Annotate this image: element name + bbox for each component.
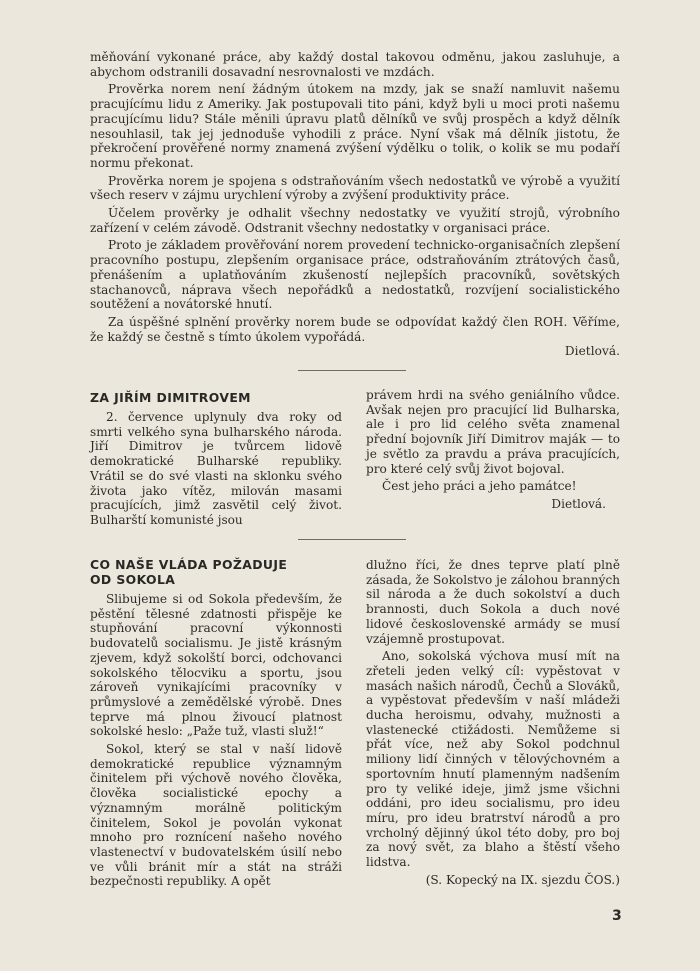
- intro-paragraph: Prověrka norem je spojena s odstraňováním všech nedostatků ve výrobě a využití všech reserv v zájmu urychlení výroby a zvýšení produktivity práce.: [90, 173, 620, 203]
- sokol-right-paragraph: Ano, sokolská výchova musí mít na zřeteli jeden velký cíl: vypěstovat v masách našich národů, Čechů a Slováků, a vypěstovat především v naší mládeži ducha heroismu, odvahy, mužnosti a vlastenecké ctižádosti. Nemůžeme si přát více, než aby Sokol podchnul miliony lidí činných v tělovýchovném a sportovním hnutí plamenným nadšením pro ty veliké ideje, jimž jsme všichni oddáni, pro ideu socialismu, pro ideu míru, pro ideu bratrství národů a pro vrcholný dějinný úkol této doby, pro boj za nový svět, za blaho a štěstí všeho lidstva.: [366, 649, 620, 870]
- dimitrov-right-column: [366, 388, 620, 512]
- section-divider: [298, 370, 406, 371]
- sokol-right-paragraph: dlužno říci, že dnes teprve platí plně zásada, že Sokolstvo je zálohou branných sil národa a že duch sokolství a duch brannosti, duch Sokola a duch nové lidové československé armády se musí vzájemně prostupovat.: [366, 558, 620, 646]
- sokol-heading-line: CO NAŠE VLÁDA POŽADUJE: [90, 557, 288, 572]
- dimitrov-heading: ZA JIŘÍM DIMITROVEM: [90, 390, 251, 405]
- dimitrov-closing: Čest jeho práci a jeho památce!: [382, 479, 577, 494]
- sokol-left-paragraph: Sokol, který se stal v naší lidově demokratické republice významným činitelem při výchově nového člověka, člověka socialistické epochy a významným morálně politickým činitelem, Sokol je povolán vykonat mnoho pro roznícení našeho nového vlastenectví v budovatelském úsilí nebo ve vůli bránit mír a stát na stráži bezpečnosti republiky. A opět: [90, 742, 342, 889]
- intro-article: [90, 50, 620, 359]
- dimitrov-signature: Dietlová.: [551, 496, 606, 511]
- intro-paragraph: měňování vykonané práce, aby každý dostal takovou odměnu, jakou zasluhuje, a abychom odstranili dosavadní nesrovnalosti ve mzdách.: [90, 50, 620, 79]
- sokol-right-column: [366, 558, 620, 887]
- dimitrov-left-text: 2. července uplynuly dva roky od smrti velkého syna bulharského národa. Jiří Dimitrov je tvůrcem lidově demokratické Bulharské republiky. Vrátil se do své vlasti na sklonku svého života jako vítěz, milován masami pracujících, jimž zasvětil celý život. Bulharští komunisté jsou: [90, 410, 342, 527]
- intro-paragraph: Prověrka norem není žádným útokem na mzdy, jak se snaží namluvit našemu pracujícímu lidu z Ameriky. Jak postupovali tito páni, když byli u moci proti našemu pracujícímu lidu? Stále měnili úpravu platů dělníků ve svůj prospěch a když dělník nesouhlasil, tak jej jednoduše vyhodili z práce. Nyní však má dělník jistotu, že překročení prověřené normy znamená zvýšení výdělku o tolik, o kolik se mu podaří normu překonat.: [90, 82, 620, 170]
- section-divider: [298, 539, 406, 540]
- sokol-left-column: [90, 592, 342, 892]
- intro-signature: Dietlová.: [564, 344, 620, 359]
- intro-paragraph: Proto je základem prověřování norem provedení technicko-organisačních zlepšení pracovního postupu, zlepšením organisace práce, odstraňováním ztrátových časů, přenášením a uplatňováním zkušeností nejlepších pracovníků, sovětských stachanovců, náprava všech nepořádků a nedostatků, rozvíjení socialistického soutěžení a novátorské hnutí.: [90, 238, 620, 312]
- sokol-heading-line: OD SOKOLA: [90, 572, 176, 587]
- sokol-left-paragraph: Slibujeme si od Sokola především, že pěstění tělesné zdatnosti přispěje ke stupňování pracovní výkonnosti budovatelů socialismu. Je jistě krásným zjevem, když sokolští borci, odchovanci sokolského tělocviku a sportu, jsou zároveň vynikajícími pracovníky v průmyslové a zemědělské výrobě. Dnes teprve má plnou živoucí platnost sokolské heslo: „Paže tuž, vlasti služ!“: [90, 592, 342, 739]
- page-number: 3: [612, 908, 622, 924]
- intro-paragraph: Účelem prověrky je odhalit všechny nedostatky ve využití strojů, výrobního zařízení v celém závodě. Odstranit všechny nedostatky v organisaci práce.: [90, 206, 620, 235]
- sokol-attribution: (S. Kopecký na IX. sjezdu ČOS.): [425, 872, 620, 887]
- dimitrov-left-column: [90, 410, 342, 531]
- sokol-heading: [90, 557, 287, 587]
- intro-paragraph: Za úspěšné splnění prověrky norem bude se odpovídat každý člen ROH. Věříme, že každý se čestně s tímto úkolem vypořádá.: [90, 314, 620, 344]
- dimitrov-right-text: právem hrdi na svého geniálního vůdce. Avšak nejen pro pracující lid Bulharska, ale i pro lid celého světa znamenal přední bojovník Jiří Dimitrov maják — to je světlo za pravdu a práva pracujících, pro které celý svůj život bojoval.: [366, 388, 620, 476]
